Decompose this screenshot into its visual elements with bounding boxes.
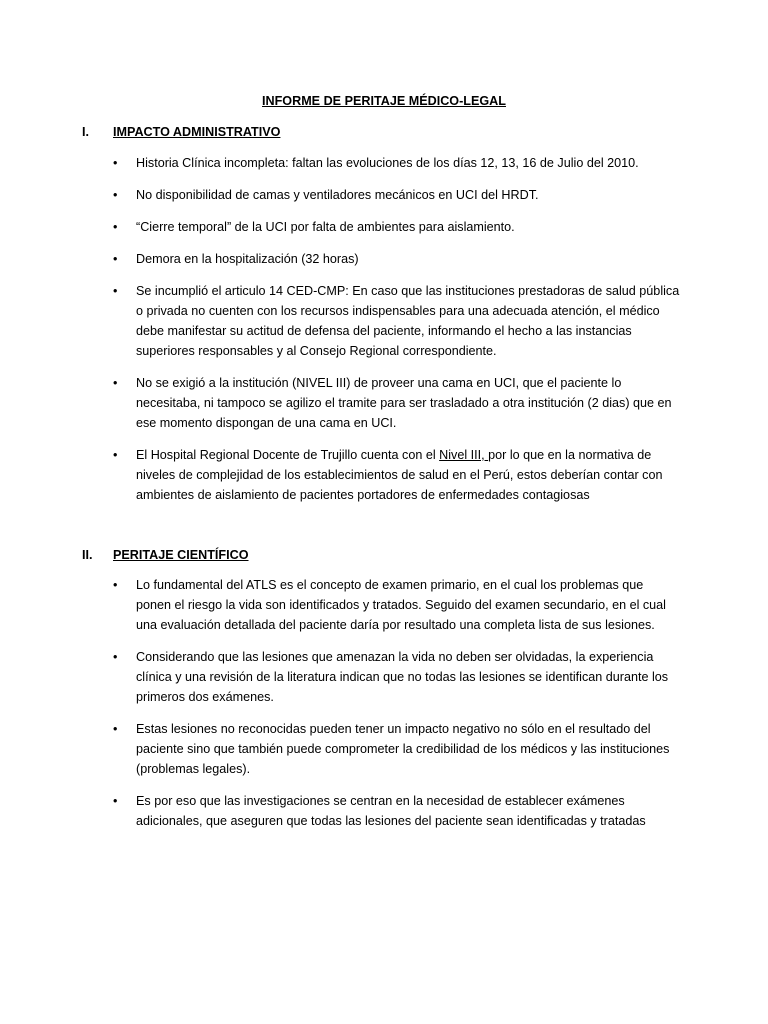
bullet-icon: • bbox=[113, 156, 118, 170]
list-item bbox=[0, 249, 768, 269]
list-item-text: No disponibilidad de camas y ventiladores mecánicos en UCI del HRDT. bbox=[136, 188, 539, 202]
bullet-icon: • bbox=[113, 188, 118, 202]
section-title: PERITAJE CIENTÍFICO bbox=[113, 548, 249, 562]
list-item-text: Lo fundamental del ATLS es el concepto de examen primario, en el cual los problemas que ponen el riesgo la vida son identificados y tratados. Seguido del examen secundario, en el cual una evaluación detallada del paciente daría por resultado una completa lista de sus lesiones. bbox=[136, 578, 666, 632]
list-item-text: Estas lesiones no reconocidas pueden tener un impacto negativo no sólo en el resultado del paciente sino que también puede comprometer la credibilidad de los médicos y las instituciones (problemas legales). bbox=[136, 722, 670, 776]
list-item bbox=[0, 719, 768, 779]
section-2-list bbox=[0, 575, 768, 843]
bullet-icon: • bbox=[113, 794, 118, 808]
list-item bbox=[0, 281, 768, 361]
list-item-text: Historia Clínica incompleta: faltan las evoluciones de los días 12, 13, 16 de Julio del 2010. bbox=[136, 156, 639, 170]
list-item-text: Es por eso que las investigaciones se centran en la necesidad de establecer exámenes adicionales, que aseguren que todas las lesiones del paciente sean identificadas y tratadas bbox=[136, 794, 646, 828]
bullet-icon: • bbox=[113, 650, 118, 664]
section-number: I. bbox=[82, 125, 89, 139]
list-item bbox=[0, 647, 768, 707]
bullet-icon: • bbox=[113, 284, 118, 298]
bullet-icon: • bbox=[113, 220, 118, 234]
section-1-list bbox=[0, 153, 768, 517]
list-item-text: No se exigió a la institución (NIVEL III) de proveer una cama en UCI, que el paciente lo necesitaba, ni tampoco se agilizo el tramite para ser trasladado a otra institución (2 dias) que en ese momento dispongan de una cama en UCI. bbox=[136, 376, 672, 430]
list-item bbox=[0, 575, 768, 635]
document-title: INFORME DE PERITAJE MÉDICO-LEGAL bbox=[262, 94, 506, 108]
underlined-level-text: Nivel III, bbox=[439, 448, 489, 462]
list-item-text: Se incumplió el articulo 14 CED-CMP: En caso que las instituciones prestadoras de salud pública o privada no cuenten con los recursos indispensables para una adecuada atención, el médico debe manifestar su actitud de defensa del paciente, informando el hecho a las instancias superiores responsables y al Consejo Regional correspondiente. bbox=[136, 284, 680, 358]
list-item bbox=[0, 791, 768, 831]
list-item-text bbox=[136, 445, 681, 505]
bullet-icon: • bbox=[113, 448, 118, 462]
section-number: II. bbox=[82, 548, 93, 562]
text-segment: por lo que en la normativa de niveles de complejidad de los establecimientos de salud en el Perú, estos deberían contar con ambientes de aislamiento de pacientes portadores de enfermedades contagiosas bbox=[136, 448, 663, 502]
section-heading-1 bbox=[0, 122, 768, 142]
bullet-icon: • bbox=[113, 578, 118, 592]
section-heading-2 bbox=[0, 545, 768, 565]
bullet-icon: • bbox=[113, 722, 118, 736]
list-item bbox=[0, 217, 768, 237]
list-item-text: “Cierre temporal” de la UCI por falta de ambientes para aislamiento. bbox=[136, 220, 515, 234]
bullet-icon: • bbox=[113, 376, 118, 390]
list-item bbox=[0, 373, 768, 433]
list-item bbox=[0, 445, 768, 505]
list-item bbox=[0, 185, 768, 205]
list-item-text: Considerando que las lesiones que amenazan la vida no deben ser olvidadas, la experiencia clínica y una revisión de la literatura indican que no todas las lesiones se identifican durante los primeros dos exámenes. bbox=[136, 650, 669, 704]
section-title: IMPACTO ADMINISTRATIVO bbox=[113, 125, 281, 139]
list-item bbox=[0, 153, 768, 173]
text-segment: El Hospital Regional Docente de Trujillo cuenta con el bbox=[136, 448, 440, 462]
list-item-text: Demora en la hospitalización (32 horas) bbox=[136, 252, 359, 266]
bullet-icon: • bbox=[113, 252, 118, 266]
